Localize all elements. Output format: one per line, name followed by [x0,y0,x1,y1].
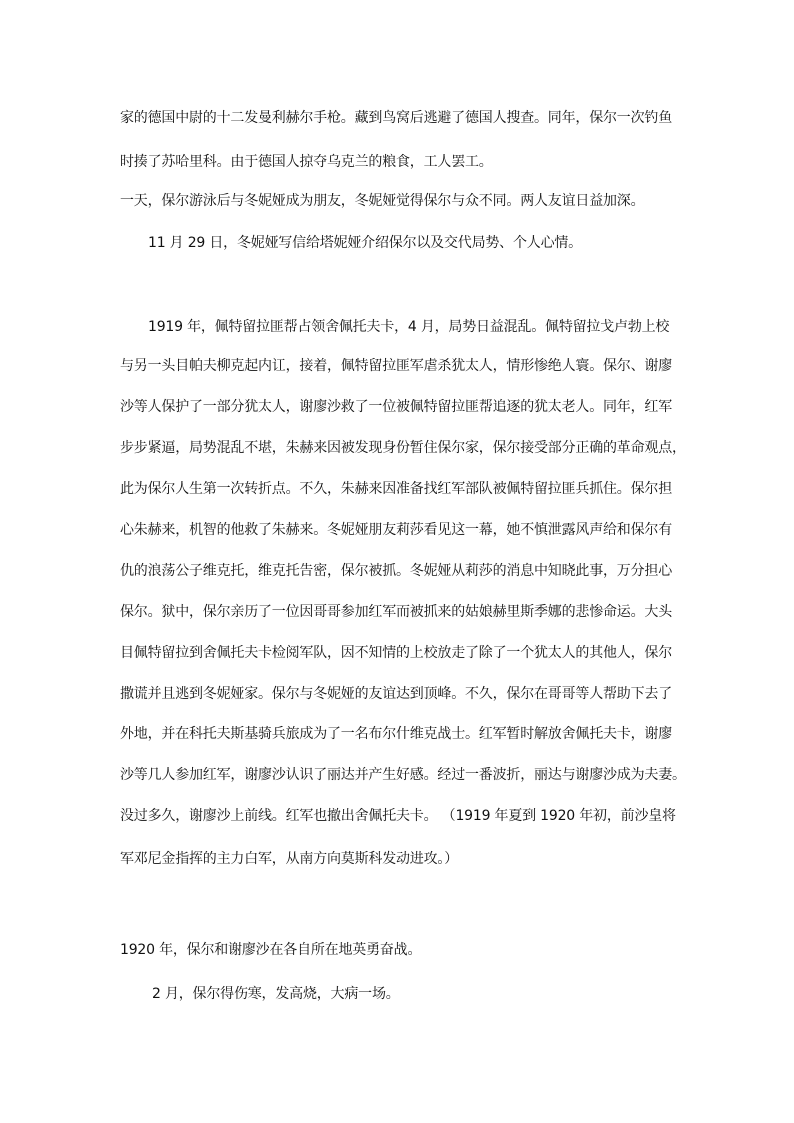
text-line: 仇的浪荡公子维克托，维克托告密，保尔被抓。冬妮娅从莉莎的消息中知晓此事，万分担心 [120,563,672,579]
text-line: 此为保尔人生第一次转折点。不久，朱赫来因准备找红军部队被佩特留拉匪兵抓住。保尔担 [120,481,672,497]
text-line: 1920 年，保尔和谢廖沙在各自所在地英勇奋战。 [120,942,422,958]
text-line: 家的德国中尉的十二发曼利赫尔手枪。藏到鸟窝后逃避了德国人搜查。同年，保尔一次钓鱼 [120,110,672,126]
text-line: 沙等几人参加红军，谢廖沙认识了丽达并产生好感。经过一番波折，丽达与谢廖沙成为夫妻。 [120,767,686,783]
text-line: 与另一头目帕夫柳克起内讧，接着，佩特留拉匪军虐杀犹太人，情形惨绝人寰。保尔、谢廖 [120,358,672,374]
text-line: 军邓尼金指挥的主力白军，从南方向莫斯科发动进攻。） [120,851,458,867]
text-line: 没过多久，谢廖沙上前线。红军也撤出舍佩托夫卡。 （1919 年夏到 1920 年初，前沙皇将 [120,808,676,824]
text-line: 步步紧逼，局势混乱不堪，朱赫来因被发现身份暂住保尔家，保尔接受部分正确的革命观点， [120,440,686,456]
text-line: 时揍了苏哈里科。由于德国人掠夺乌克兰的粮食，工人罢工。 [120,154,493,170]
text-line: 撒谎并且逃到冬妮娅家。保尔与冬妮娅的友谊达到顶峰。不久，保尔在哥哥等人帮助下去了 [120,686,672,702]
text-line: 11 月 29 日，冬妮娅写信给塔妮娅介绍保尔以及交代局势、个人心情。 [148,235,582,251]
text-line: 沙等人保护了一部分犹太人，谢廖沙救了一位被佩特留拉匪帮追逐的犹太老人。同年，红军 [120,399,672,415]
text-line: 外地，并在科托夫斯基骑兵旅成为了一名布尔什维克战士。红军暂时解放舍佩托夫卡，谢廖 [120,726,672,742]
text-line: 1919 年，佩特留拉匪帮占领舍佩托夫卡，4 月，局势日益混乱。佩特留拉戈卢勃上校 [148,319,670,335]
text-line: 一天，保尔游泳后与冬妮娅成为朋友，冬妮娅觉得保尔与众不同。两人友谊日益加深。 [120,193,645,209]
text-line: 目佩特留拉到舍佩托夫卡检阅军队，因不知情的上校放走了除了一个犹太人的其他人，保尔 [120,645,672,661]
text-line: 保尔。狱中，保尔亲历了一位因哥哥参加红军而被抓来的姑娘赫里斯季娜的悲惨命运。大头 [120,604,672,620]
text-line: 2 月，保尔得伤寒，发高烧，大病一场。 [152,986,400,1002]
text-line: 心朱赫来，机智的他救了朱赫来。冬妮娅朋友莉莎看见这一幕，她不慎泄露风声给和保尔有 [120,522,672,538]
